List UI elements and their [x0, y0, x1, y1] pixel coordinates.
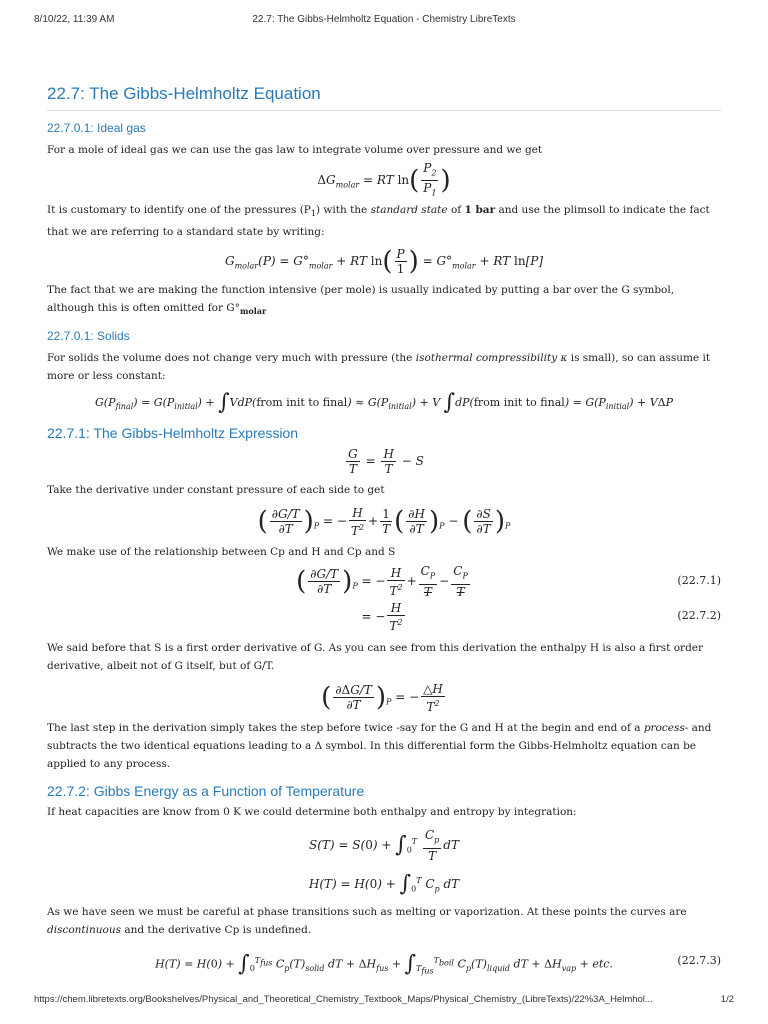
section-heading-gibbs-energy-temperature[interactable]: 22.7.2: Gibbs Energy as a Function of Temperature [47, 783, 365, 800]
equation-22-7-1: ( $\frac{\partial G/T}{\partial T}$ )$_P$ = − $\frac{H}{T^2}$ + $\frac{C_P}{T}$ − $\frac{C_P}{T}$ (22.7.1) [47, 561, 721, 601]
paragraph: As we have seen we must be careful at phase transitions such as melting or vaporization. At these points the curves are discontinuous and the derivative Cp is undefined. [47, 906, 687, 937]
paragraph: It is customary to identify one of the pressures $(P_1)$ with the standard state of 1 bar and use the plimsoll to indicate the fact that we are referring to a standard state by writing: [47, 204, 710, 239]
equation: $G(P_{final}) = G(P_{initial})$ + ∫VdP(from init to final) ≈ $G(P_{initial}) + V$ ∫dP(from init to final) = $G(P_{initial}) + V\Delta P$ [94, 390, 674, 416]
section-heading-gibbs-helmholtz-expression[interactable]: 22.7.1: The Gibbs-Helmholtz Expression [47, 425, 299, 442]
paragraph: For solids the volume does not change very much with pressure (the isothermal compressibility κ is small), so can assume it more or less constant: [47, 352, 711, 383]
section-heading-solids[interactable]: 22.7.0.1: Solids [47, 329, 130, 344]
equation: $\Delta G_{molar}$ = RT ln( $\frac{P_2}{P_1}$ ) [317, 160, 451, 198]
paragraph: We said before that S is a first order derivative of G. As you can see from this derivation the enthalpy H is also a first order derivative, albeit not of G itself, but of G/T. [47, 642, 704, 673]
paragraph: The fact that we are making the function intensive (per mole) is usually indicated by putting a bar over the G symbol, although this is often omitted for $G^\circ_{molar}$ [47, 284, 675, 317]
equation-22-7-2: = − $\frac{H}{T^2}$ (22.7.2) [361, 601, 721, 634]
paragraph: Take the derivative under constant pressure of each side to get [47, 484, 385, 497]
equation: ( $\frac{\partial\Delta G/T}{\partial T}$ )$_P$ = − $\frac{\triangle H}{T^2}$ [321, 681, 443, 714]
equation-22-7-3: $H(T) = H(0) + \int_0^{T_{fus}}$ $C_p(T)_{solid}$ dT + $\Delta H_{fus} + \int_{T_{fus}}^{T_{boil}}$ $C_p(T)_{liquid}$ dT + $\Delta H_{vap}$ + etc. (22.7.3) [47, 939, 721, 983]
equation-number: (22.7.1) [677, 574, 721, 588]
article-content [47, 84, 721, 983]
equation-number: (22.7.2) [677, 609, 721, 623]
page-title: 22.7: The Gibbs-Helmholtz Equation [47, 84, 721, 111]
print-footer [34, 994, 734, 1010]
paragraph: We make use of the relationship between Cp and H and Cp and S [47, 546, 396, 559]
section-heading-ideal-gas[interactable]: 22.7.0.1: Ideal gas [47, 121, 146, 135]
equation: $\frac{G}{T}$ = $\frac{H}{T}$ − S [348, 447, 424, 477]
paragraph: If heat capacities are know from 0 K we could determine both enthalpy and entropy by integration: [47, 806, 577, 819]
equation: $H(T) = H(0) + \int_0^T$ $C_p$ dT [308, 871, 460, 897]
equation: ( $\frac{\partial G/T}{\partial T}$ )$_P$ = − $\frac{H}{T^2}$ + $\frac{1}{T}$ ( $\frac{\partial H}{\partial T}$ )$_P$ − ( $\frac{\partial S}{\partial T}$ )$_P$ [257, 505, 511, 538]
paragraph: For a mole of ideal gas we can use the gas law to integrate volume over pressure and we get [47, 144, 543, 156]
print-datetime: 8/10/22, 11:39 AM [34, 14, 115, 25]
print-url[interactable]: https://chem.libretexts.org/Bookshelves/Physical_and_Theoretical_Chemistry_Textbook_Maps/Physical_Chemistry_(LibreTexts)/22%3A_Helmhol... [34, 994, 653, 1005]
equation: $G_{molar}(P) = G^\circ_{molar}$ + RT ln( $\frac{P}{1}$ ) = $G^\circ_{molar}$ + RT ln[P] [224, 246, 543, 277]
print-page-number: 1/2 [720, 994, 734, 1005]
equation: $S(T) = S(0) + \int_0^T$ $\frac{C_p}{T}$ dT [309, 828, 459, 863]
equation-number: (22.7.3) [677, 954, 721, 968]
print-header [34, 14, 734, 30]
print-page-title: 22.7: The Gibbs-Helmholtz Equation - Chemistry LibreTexts [252, 14, 516, 25]
paragraph: The last step in the derivation simply takes the step before twice -say for the G and H at the begin and end of a process- and subtracts the two identical equations leading to a Δ symbol. In this differential form the Gibbs-Helmholtz equation can be applied to any process. [47, 722, 712, 771]
